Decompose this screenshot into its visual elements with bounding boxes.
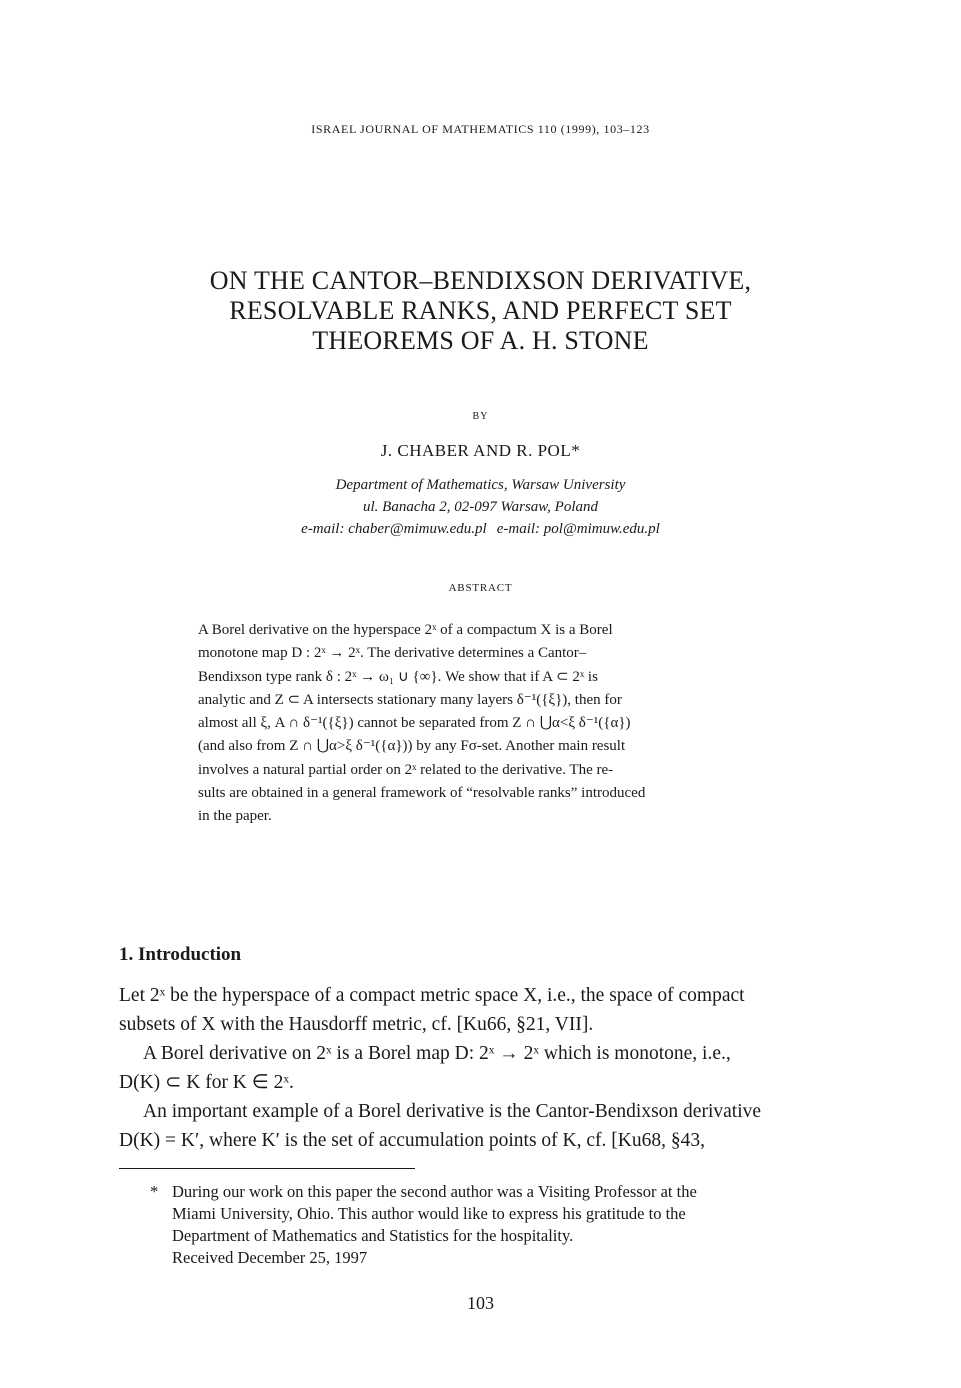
footnote-divider (119, 1168, 415, 1169)
page-number: 103 (467, 1293, 494, 1313)
abstract-body (198, 619, 748, 829)
email-line (0, 518, 961, 540)
affiliation (0, 474, 961, 540)
abstract-line: Bendixson type rank δ : 2ˣ → ω₁ ∪ {∞}. We show that if A ⊂ 2ˣ is (198, 668, 598, 685)
body-line: An important example of a Borel derivative is the Cantor-Bendixson derivative (143, 1101, 762, 1122)
footnote-line: Received December 25, 1997 (172, 1248, 368, 1267)
footnote (150, 1181, 840, 1269)
title-line: RESOLVABLE RANKS, AND PERFECT SET (229, 296, 732, 325)
body-line: D(K) ⊂ K for K ∈ 2ˣ. (119, 1072, 294, 1093)
abstract-line: (and also from Z ∩ ⋃α>ξ δ⁻¹({α})) by any Fσ-set. Another main result (198, 738, 626, 755)
footnote-line: During our work on this paper the second author was a Visiting Professor at the (172, 1182, 697, 1201)
authors: J. CHABER AND R. POL* (380, 441, 581, 460)
abstract-line: almost all ξ, A ∩ δ⁻¹({ξ}) cannot be separated from Z ∩ ⋃α<ξ δ⁻¹({α}) (198, 715, 631, 732)
footnote-line: Department of Mathematics and Statistics for the hospitality. (172, 1226, 574, 1245)
email-link[interactable]: e-mail: pol@mimuw.edu.pl (496, 521, 660, 537)
abstract-line: analytic and Z ⊂ A intersects stationary many layers δ⁻¹({ξ}), then for (198, 691, 622, 708)
title-line: ON THE CANTOR–BENDIXSON DERIVATIVE, (209, 266, 752, 295)
abstract-heading: ABSTRACT (448, 582, 513, 594)
byline: BY (472, 411, 489, 422)
introduction-body (119, 981, 841, 1155)
footnote-mark: * (150, 1182, 159, 1201)
section-heading: 1. Introduction (119, 944, 242, 965)
paper-title (120, 266, 841, 356)
body-line: D(K) = K′, where K′ is the set of accumulation points of K, cf. [Ku68, §43, (119, 1130, 705, 1151)
abstract-line: involves a natural partial order on 2ˣ related to the derivative. The re- (198, 761, 614, 778)
affiliation-line: Department of Mathematics, Warsaw University (335, 477, 626, 493)
email-link[interactable]: e-mail: chaber@mimuw.edu.pl (301, 521, 487, 537)
abstract-line: sults are obtained in a general framework of “resolvable ranks” introduced (198, 785, 646, 802)
footnote-body (150, 1181, 840, 1269)
abstract-line: A Borel derivative on the hyperspace 2ˣ of a compactum X is a Borel (198, 622, 613, 638)
footnote-line: Miami University, Ohio. This author would like to express his gratitude to the (172, 1204, 686, 1223)
affiliation-line: ul. Banacha 2, 02-097 Warsaw, Poland (363, 499, 598, 515)
abstract-line: in the paper. (198, 808, 272, 825)
body-line: Let 2ˣ be the hyperspace of a compact metric space X, i.e., the space of compact (119, 985, 745, 1006)
body-line: A Borel derivative on 2ˣ is a Borel map D: 2ˣ → 2ˣ which is monotone, i.e., (143, 1043, 731, 1064)
abstract-line: monotone map D : 2ˣ → 2ˣ. The derivative determines a Cantor– (198, 645, 587, 662)
body-line: subsets of X with the Hausdorff metric, cf. [Ku66, §21, VII]. (119, 1014, 594, 1035)
running-head: ISRAEL JOURNAL OF MATHEMATICS 110 (1999), 103–123 (311, 122, 650, 136)
title-line: THEOREMS OF A. H. STONE (312, 326, 649, 355)
